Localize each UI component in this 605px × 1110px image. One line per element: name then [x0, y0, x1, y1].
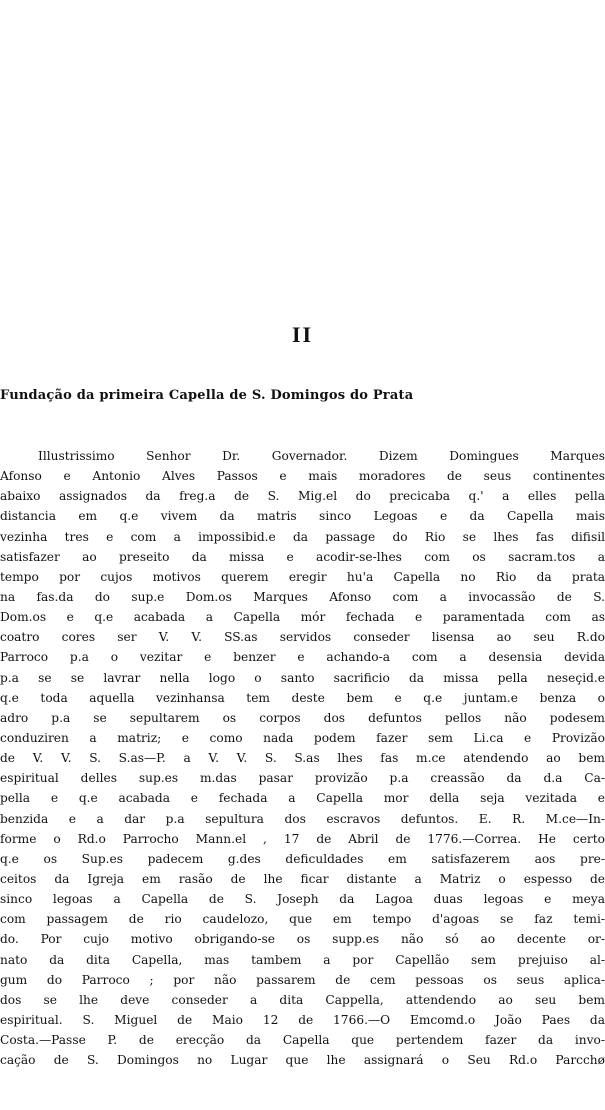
body-line: espiritual delles sup.es m.das pasar provizão p.a creassão da d.a Ca- — [0, 771, 605, 786]
body-line: distancia em q.e vivem da matris sinco Legoas e da Capella mais — [0, 509, 605, 524]
body-line: vezinha tres e com a impossibid.e da passage do Rio se lhes fas difisil — [0, 529, 605, 544]
body-line: Costa.—Passe P. de erecção da Capella que pertendem fazer da invo- — [0, 1033, 605, 1048]
body-line: pella e q.e acabada e fechada a Capella mor della seja vezitada e — [0, 791, 605, 806]
body-line: tempo por cujos motivos querem eregir hu'a Capella no Rio da prata — [0, 569, 605, 584]
body-line: Parroco p.a o vezitar e benzer e achando-a com a desensia devida — [0, 650, 605, 665]
body-line: Illustrissimo Senhor Dr. Governador. Dizem Domingues Marques — [38, 449, 605, 463]
body-line: adro p.a se sepultarem os corpos dos defuntos pellos não podesem — [0, 710, 605, 725]
document-body — [0, 446, 605, 1070]
body-line: Dom.os e q.e acabada a Capella mór fechada e paramentada com as — [0, 610, 605, 625]
body-line: na fas.da do sup.e Dom.os Marques Afonso com a invocassão de S. — [0, 589, 605, 604]
body-line: forme o Rd.o Parrocho Mann.el , 17 de Abril de 1776.—Correa. He certo — [0, 831, 605, 846]
body-line: ceitos da Igreja em rasão de lhe ficar distante a Matriz o espesso de — [0, 871, 605, 886]
body-line: coatro cores ser V. V. SS.as servidos conseder lisensa ao seu R.do — [0, 630, 605, 645]
body-line: conduziren a matriz; e como nada podem fazer sem Li.ca e Provizão — [0, 730, 605, 745]
body-line: q.e os Sup.es padecem g.des deficuldades em satisfazerem aos pre- — [0, 851, 605, 866]
body-line: cação de S. Domingos no Lugar que lhe assignará o Seu Rd.o Parcchø — [0, 1053, 605, 1068]
body-line: sinco legoas a Capella de S. Joseph da Lagoa duas legoas e meya — [0, 892, 605, 907]
body-line: satisfazer ao preseito da missa e acodir-se-lhes com os sacram.tos a — [0, 549, 605, 564]
chapter-number: II — [291, 322, 314, 347]
body-line: dos se lhe deve conseder a dita Cappella, attendendo ao seu bem — [0, 992, 605, 1007]
body-line: de V. V. S. S.as—P. a V. V. S. S.as lhes fas m.ce atendendo ao bem — [0, 751, 605, 766]
body-line: abaixo assignados da freg.a de S. Mig.el do precicaba q.' a elles pella — [0, 489, 605, 504]
body-line: benzida e a dar p.a sepultura dos escravos defuntos. E. R. M.ce—In- — [0, 811, 605, 826]
body-line: nato da dita Capella, mas tambem a por Capellão sem prejuiso al- — [0, 952, 605, 967]
body-line: Afonso e Antonio Alves Passos e mais moradores de seus continentes — [0, 469, 605, 484]
body-line: com passagem de rio caudelozo, que em tempo d'agoas se faz temi- — [0, 912, 605, 927]
body-line: gum do Parroco ; por não passarem de cem pessoas os seus aplica- — [0, 972, 605, 987]
body-line: do. Por cujo motivo obrigando-se os supp.es não só ao decente or- — [0, 932, 605, 947]
body-line: q.e toda aquella vezinhansa tem deste bem e q.e juntam.e benza o — [0, 690, 605, 705]
body-line: espiritual. S. Miguel de Maio 12 de 1766.—O Emcomd.o João Paes da — [0, 1012, 605, 1027]
chapter-title: Fundação da primeira Capella de S. Domingos do Prata — [0, 388, 414, 403]
body-line: p.a se se lavrar nella logo o santo sacrificio da missa pella neseçid.e — [0, 670, 605, 685]
